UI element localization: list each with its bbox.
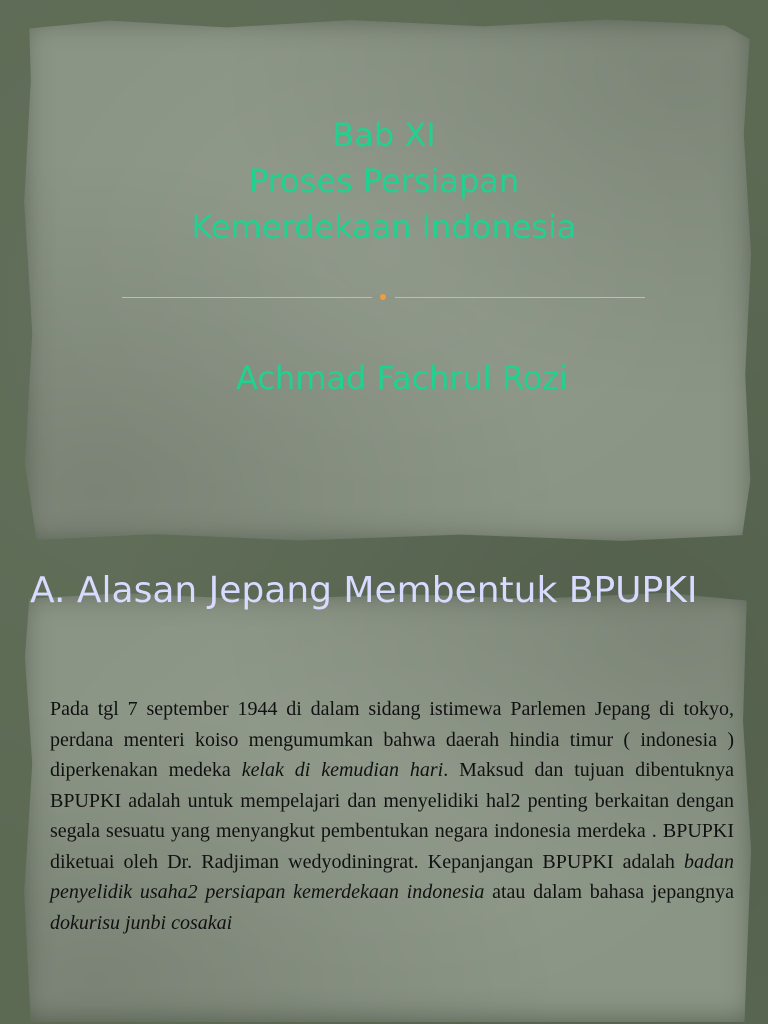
body-italic-run: dokurisu junbi cosakai xyxy=(50,911,233,934)
section-heading: A. Alasan Jepang Membentuk BPUPKI xyxy=(30,570,698,611)
divider-line-right xyxy=(395,297,645,298)
body-text-run: Pada tgl 7 september 1944 di dalam sidang istimewa Parlemen Jepang di tokyo, perdana menteri koiso mengumumkan bahwa daerah hindia timur ( indonesia ) diperkenakan medeka xyxy=(50,698,734,781)
divider-dot-icon xyxy=(380,294,386,300)
body-text-run: atau dalam bahasa jepangnya xyxy=(484,881,735,903)
title-line-1: Bab XI xyxy=(332,116,436,154)
author-name: Achmad Fachrul Rozi xyxy=(236,359,568,397)
content-slide xyxy=(0,560,768,1024)
title-line-3: Kemerdekaan Indonesia xyxy=(191,208,577,246)
divider-line-left xyxy=(122,297,372,298)
body-italic-run: badan penyelidik usaha2 persiapan kemerdekaan indonesia xyxy=(50,850,734,903)
body-italic-run: kelak di kemudian hari xyxy=(241,759,444,781)
body-text-run: . Maksud dan tujuan dibentuknya BPUPKI adalah untuk mempelajari dan menyelidiki hal2 penting berkaitan dengan segala sesuatu yang menyangkut pembentukan negara indonesia merdeka . BPUPKI diketuai oleh Dr. Radjiman wedyodiningrat. Kepanjangan BPUPKI adalah xyxy=(50,759,734,873)
body-paragraph xyxy=(50,694,734,938)
torn-paper-panel xyxy=(22,18,754,543)
title-line-2: Proses Persiapan xyxy=(248,162,520,200)
slide-title xyxy=(0,112,768,250)
